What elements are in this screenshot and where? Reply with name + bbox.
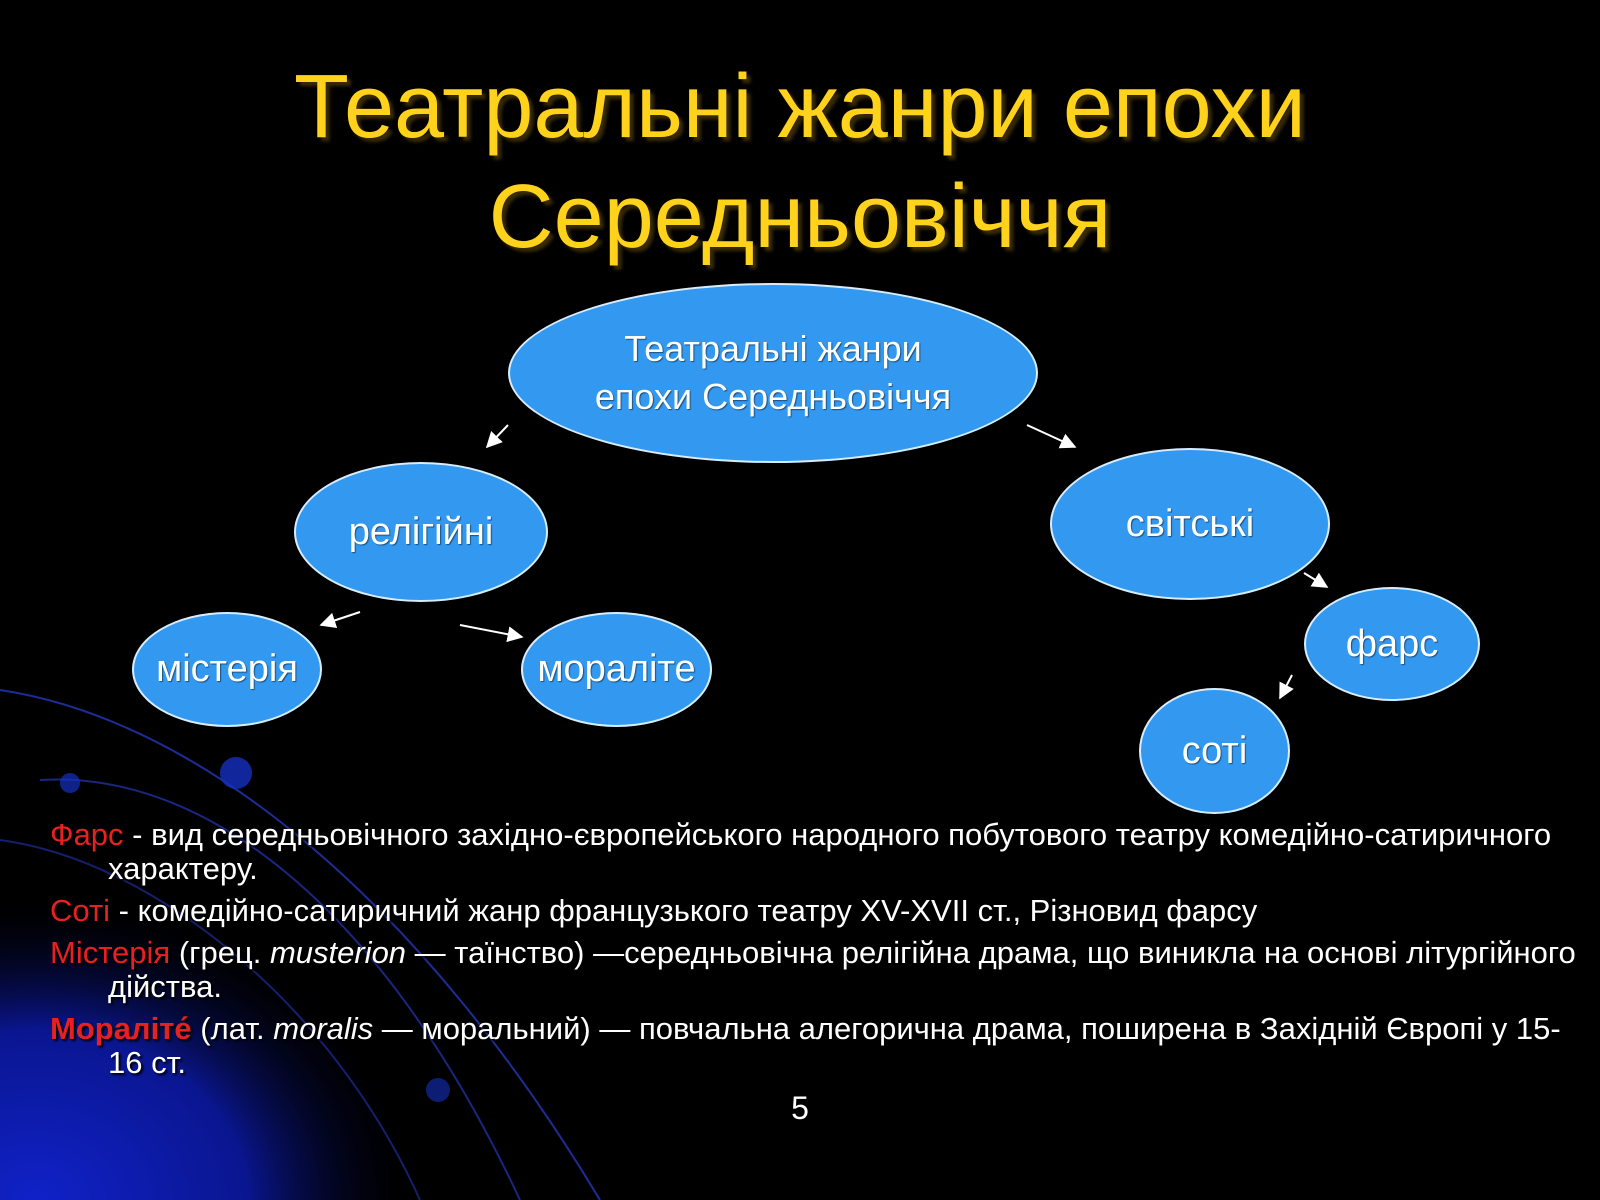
- node-mystery-label: містерія: [156, 648, 298, 690]
- arrow-religious-to-mystery: [321, 612, 360, 625]
- node-root-line-1: Театральні жанри: [624, 328, 922, 369]
- node-morality-label: мораліте: [537, 648, 696, 690]
- node-secular: [1050, 448, 1330, 600]
- node-religious-label: релігійні: [348, 510, 494, 553]
- term-farce: Фарс: [50, 817, 124, 852]
- term-soti: Соті: [50, 893, 111, 928]
- node-root: [508, 283, 1038, 463]
- definition-farce-text: - вид середньовічного західно-європейського народного побутового театру комедійно-сатиричного характеру.: [108, 817, 1552, 886]
- definition-farce: [50, 818, 1590, 886]
- arrow-root-to-religious: [487, 425, 508, 447]
- definition-mystery: [50, 936, 1590, 1004]
- node-root-line-2: епохи Середньовіччя: [594, 376, 952, 417]
- term-morality: Мораліте́: [50, 1011, 192, 1046]
- title-line-1: Театральні жанри епохи: [294, 57, 1306, 157]
- node-morality: [521, 612, 712, 727]
- definition-morality-text-before: (лат.: [191, 1011, 274, 1046]
- term-mystery: Містерія: [50, 935, 171, 970]
- node-farce: [1304, 587, 1480, 701]
- definition-morality: [50, 1012, 1590, 1080]
- page-number: 5: [791, 1090, 809, 1126]
- arrow-religious-to-morality: [460, 625, 522, 637]
- title-line-2: Середньовіччя: [488, 167, 1112, 267]
- arrow-root-to-secular: [1027, 425, 1075, 447]
- node-soti-label: соті: [1181, 729, 1248, 772]
- arrow-secular-to-farce: [1304, 573, 1327, 587]
- definition-morality-text-after: — моральний) — повчальна алегорична драма, поширена в Західній Європі у 15-16 ст.: [108, 1011, 1561, 1080]
- definition-mystery-text-before: (грец.: [170, 935, 270, 970]
- node-secular-label: світські: [1125, 502, 1255, 545]
- definition-mystery-etymology: musterion: [269, 935, 407, 970]
- arrow-farce-to-soti: [1280, 675, 1292, 698]
- node-mystery: [132, 612, 322, 727]
- node-soti: [1139, 688, 1290, 814]
- node-religious: [294, 462, 548, 602]
- definition-mystery-text-after: — таїнство) —середньовічна релігійна драма, що виникла на основі літургійного дійства.: [108, 935, 1576, 1004]
- definition-soti-text: - комедійно-сатиричний жанр французького театру XV-XVII ст., Різновид фарсу: [110, 893, 1258, 928]
- definition-morality-etymology: moralis: [273, 1011, 374, 1046]
- definition-soti: [50, 894, 1590, 928]
- definitions-list: [50, 818, 1590, 1088]
- node-farce-label: фарс: [1345, 622, 1439, 665]
